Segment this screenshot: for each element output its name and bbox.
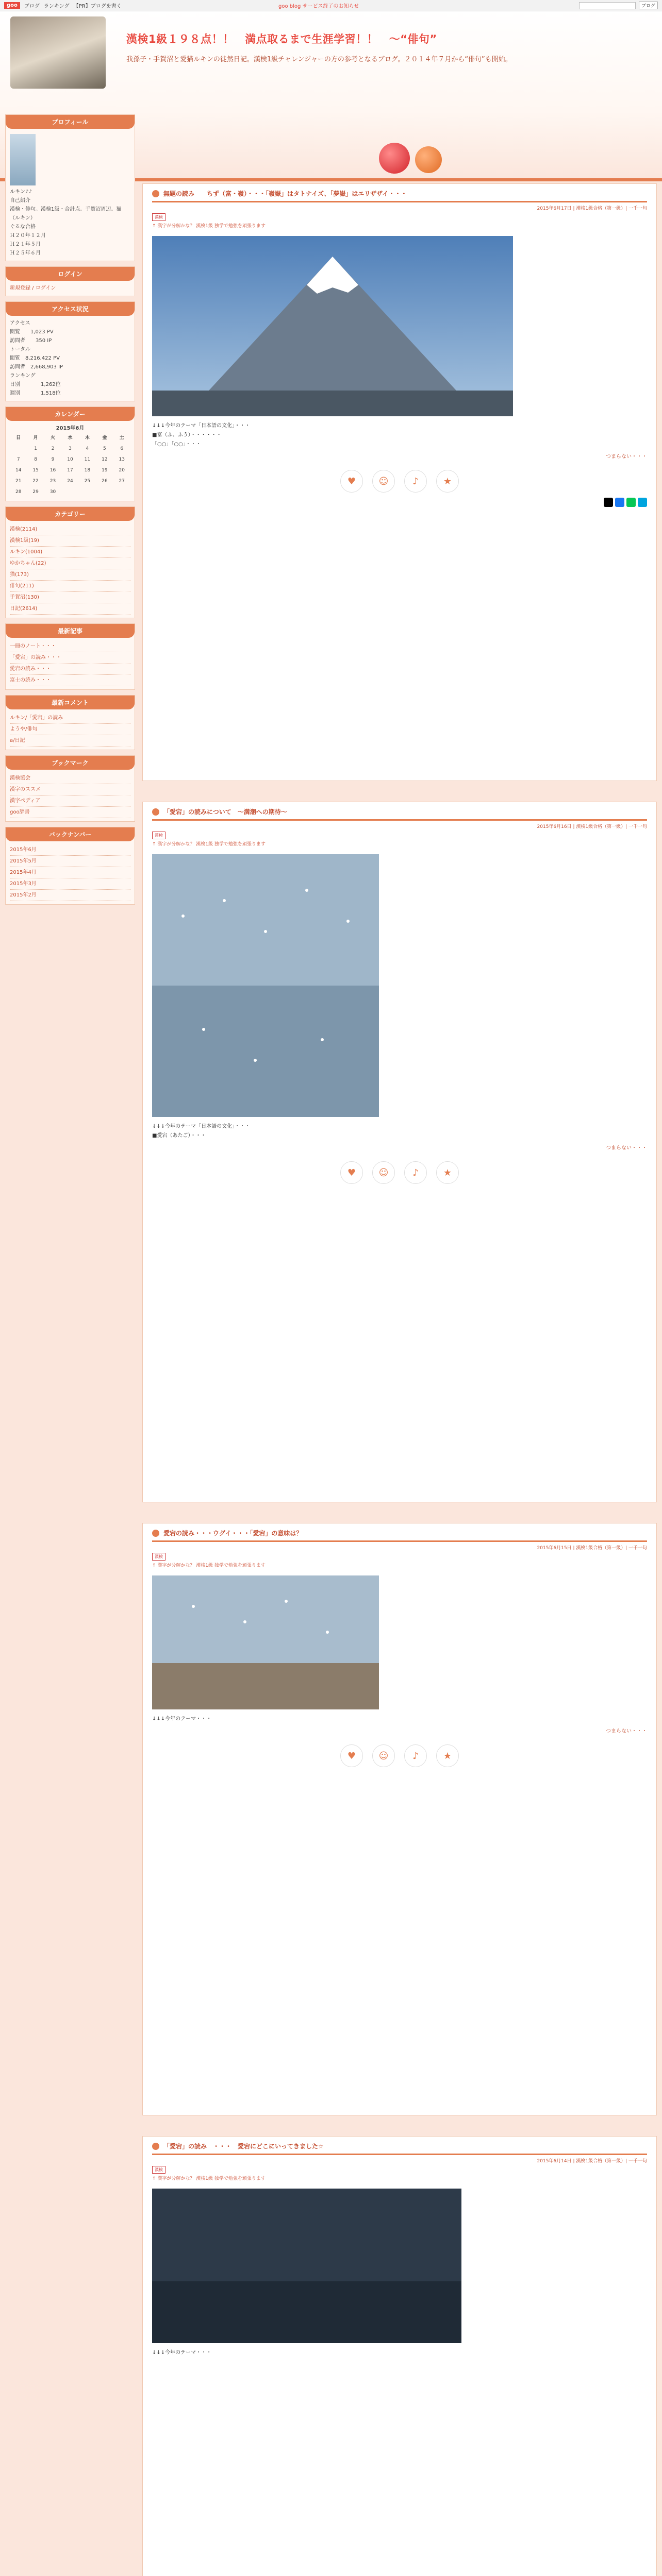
calendar-date[interactable]	[10, 444, 27, 454]
reaction-cat-icon[interactable]: ♪	[404, 1744, 427, 1767]
calendar-date[interactable]: 7	[16, 457, 20, 462]
post-date: 2015年6月15日 | 漢検1級合格（第一級）| 一千一句	[537, 1546, 647, 1551]
calendar-date[interactable]: 26	[102, 479, 108, 484]
calendar-month: 2015年6月	[56, 426, 85, 431]
calendar-title: カレンダー	[6, 407, 135, 421]
calendar-date[interactable]: 20	[119, 468, 125, 473]
calendar-date[interactable]: 10	[67, 457, 73, 462]
calendar-date[interactable]: 27	[119, 479, 125, 484]
access-title: アクセス状況	[6, 302, 135, 316]
recent-item[interactable]: 愛宕の読み・・・	[10, 664, 130, 675]
facebook-share-icon[interactable]	[615, 498, 624, 507]
bookmark-item[interactable]: 漢検協会	[10, 773, 130, 784]
archive-item[interactable]: 2015年5月	[10, 856, 130, 867]
bookmark-item[interactable]: 漢字のススメ	[10, 784, 130, 795]
recent-posts-widget	[5, 623, 135, 690]
topbar-link-write[interactable]: 【PR】ブログを書く	[73, 4, 122, 9]
profile-line: Ｈ２０年１２月	[10, 233, 46, 239]
blog-post	[142, 1523, 657, 2115]
post-paragraph: 「○○」「○○」・・・	[152, 442, 201, 447]
blog-post	[142, 183, 657, 781]
category-item[interactable]: ルキン(1004)	[10, 547, 130, 558]
calendar-date[interactable]: 6	[120, 446, 124, 451]
search-button[interactable]: ブログ	[639, 2, 658, 9]
bookmarks-widget	[5, 755, 135, 822]
calendar-date[interactable]	[79, 487, 96, 498]
archive-item[interactable]: 2015年2月	[10, 890, 130, 901]
sidebar	[5, 114, 135, 2553]
calendar-date[interactable]: 17	[67, 468, 73, 473]
post-title[interactable]: 無題の読み ちず（富・嶺）・・・「嶺嶽」はタトナイズ、「夢嶽」はエリザザイ・・・	[163, 190, 407, 197]
calendar-date[interactable]: 4	[86, 446, 89, 451]
seagulls-photo	[152, 854, 379, 1117]
comments-widget	[5, 695, 135, 750]
calendar-day: 日	[16, 435, 21, 440]
calendar-day: 月	[33, 435, 38, 440]
calendar-date[interactable]: 29	[32, 489, 39, 495]
profile-line: 漢検・俳句。漢検1級・合計点。手賀沼周辺。猫（ルキン）	[10, 207, 122, 221]
post-title[interactable]: 「愛宕」の読み ・・・ 愛宕にどこにいってきました☆	[163, 2143, 324, 2150]
profile-line: Ｈ２１年５月	[10, 242, 41, 247]
blog-badge[interactable]: 漢検	[152, 832, 166, 839]
login-title: ログイン	[6, 267, 135, 281]
profile-caption[interactable]: ルキン♪♪	[10, 189, 32, 195]
reaction-cat-icon[interactable]: ♪	[404, 1161, 427, 1184]
category-item[interactable]: 手賀沼(130)	[10, 592, 130, 603]
access-row: アクセス	[10, 320, 30, 326]
header-cat-image	[10, 16, 106, 89]
lake-photo	[152, 2189, 461, 2343]
post-body	[152, 1715, 647, 1723]
paw-icon	[152, 2143, 159, 2150]
calendar-date[interactable]: 14	[15, 468, 22, 473]
reaction-cat-icon[interactable]: ♥	[340, 1161, 363, 1184]
access-row: トータル	[10, 347, 30, 352]
archive-item[interactable]: 2015年3月	[10, 878, 130, 890]
access-widget	[5, 301, 135, 401]
calendar-date[interactable]: 28	[15, 489, 22, 495]
calendar-date[interactable]: 8	[34, 457, 37, 462]
paw-icon	[152, 190, 159, 197]
post-paragraph: ↓↓↓今年のテーマ「日本語の文化」・・・	[152, 1124, 251, 1129]
access-row: 訪問者 2,668,903 IP	[10, 364, 63, 370]
profile-title: プロフィール	[6, 115, 135, 129]
blog-post	[142, 2136, 657, 2576]
post-date: 2015年6月16日 | 漢検1級合格（第一級）| 一千一句	[537, 824, 647, 829]
reaction-cat-icon[interactable]: ☺	[372, 1161, 395, 1184]
calendar-date[interactable]: 12	[102, 457, 108, 462]
profile-line: Ｈ２５年６月	[10, 250, 41, 256]
access-row: 日別 1,262位	[10, 382, 61, 387]
blog-post	[142, 802, 657, 1502]
line-share-icon[interactable]	[626, 498, 636, 507]
top-bar	[0, 0, 662, 11]
post-title[interactable]: 「愛宕」の読みについて ～満潮への期待～	[163, 808, 287, 816]
calendar-date[interactable]: 25	[84, 479, 91, 484]
calendar-date[interactable]: 3	[69, 446, 72, 451]
reaction-cat-icon[interactable]: ♪	[404, 470, 427, 493]
calendar-date[interactable]: 5	[103, 446, 106, 451]
category-item[interactable]: 日記(2614)	[10, 603, 130, 615]
bookmark-item[interactable]: 漢字ぺディア	[10, 795, 130, 807]
reaction-cat-icon[interactable]: ☺	[372, 470, 395, 493]
comment-item[interactable]: ようや/俳句	[10, 724, 130, 735]
calendar-date[interactable]	[61, 487, 78, 498]
reaction-cat-icon[interactable]: ♥	[340, 1744, 363, 1767]
calendar-table	[10, 433, 130, 498]
read-more-link[interactable]: つまらない・・・	[606, 454, 647, 460]
category-item[interactable]: 俳句(211)	[10, 581, 130, 592]
login-widget	[5, 266, 135, 296]
paw-icon	[152, 1530, 159, 1537]
calendar-date[interactable]: 1	[34, 446, 37, 451]
blog-badge[interactable]: 漢検	[152, 1553, 166, 1561]
service-notice[interactable]: goo blog サービス終了のお知らせ	[278, 4, 359, 9]
yarn-ball-icon	[415, 146, 442, 173]
mount-fuji-photo	[152, 236, 513, 416]
calendar-day: 土	[119, 435, 124, 440]
topbar-link-ranking[interactable]: ランキング	[43, 4, 70, 9]
blog-badge[interactable]: 漢検	[152, 2166, 166, 2174]
access-row: ランキング	[10, 373, 36, 379]
archives-title: バックナンバー	[6, 827, 135, 841]
post-meta[interactable]: ↑ 漢字が分解かな？ 漢検1級 独学で勉強を頑張ります	[152, 1563, 266, 1568]
category-item[interactable]: 漢検1級(19)	[10, 535, 130, 547]
post-list	[142, 181, 657, 2576]
post-meta[interactable]: ↑ 漢字が分解かな？ 漢検1級 独学で勉強を頑張ります	[152, 2176, 266, 2181]
calendar-day: 水	[68, 435, 73, 440]
post-meta[interactable]: ↑ 漢字が分解かな？ 漢検1級 独学で勉強を頑張ります	[152, 224, 266, 229]
blog-title[interactable]: 漢検1級１９８点！！ 満点取るまで生涯学習！！ ～“俳句”	[126, 33, 437, 45]
profile-line: ぐるな合格	[10, 224, 36, 230]
archive-item[interactable]: 2015年6月	[10, 844, 130, 856]
post-paragraph: ↓↓↓今年のテーマ・・・	[152, 2350, 212, 2355]
calendar-date[interactable]	[96, 487, 113, 498]
post-paragraph: ↓↓↓今年のテーマ「日本語の文化」・・・	[152, 423, 251, 429]
calendar-date[interactable]: 22	[32, 479, 39, 484]
access-row: 週別 1,518位	[10, 391, 61, 396]
reaction-cat-icon[interactable]: ♥	[340, 470, 363, 493]
profile-image[interactable]	[10, 134, 36, 185]
blog-subtitle: 我孫子・手賀沼と愛猫ルキンの徒然日記。漢検1級チャレンジャーの方の参考となるブログ。２０１４年７月から“俳句”も開始。	[126, 56, 512, 63]
post-meta[interactable]: ↑ 漢字が分解かな？ 漢検1級 独学で勉強を頑張ります	[152, 842, 266, 847]
recent-item[interactable]: 富士の読み・・・	[10, 675, 130, 686]
yarn-ball-icon	[379, 143, 410, 174]
bookmark-item[interactable]: goo辞書	[10, 807, 130, 818]
access-row: 閲覧 8,216,422 PV	[10, 355, 60, 361]
bookmarks-title: ブックマーク	[6, 756, 135, 770]
post-body	[152, 422, 647, 449]
categories-widget	[5, 506, 135, 618]
topbar-link-blog[interactable]: ブログ	[24, 4, 40, 9]
post-title[interactable]: 愛宕の読み・・・ウグイ・・・「愛宕」の意味は？	[163, 1530, 303, 1537]
calendar-date[interactable]: 11	[84, 457, 91, 462]
post-date: 2015年6月17日 | 漢検1級合格（第一級）| 一千一句	[537, 206, 647, 211]
calendar-date[interactable]: 19	[102, 468, 108, 473]
post-paragraph: ■愛宕（あたご）・・・	[152, 1133, 206, 1139]
post-paragraph: ■富（ふ、ふう）・・・・・・	[152, 432, 222, 438]
calendar-date[interactable]: 9	[51, 457, 55, 462]
search-input[interactable]	[579, 2, 636, 9]
calendar-date[interactable]: 16	[49, 468, 56, 473]
post-body	[152, 1123, 647, 1140]
recent-title: 最新記事	[6, 624, 135, 638]
access-row: 訪問者 350 IP	[10, 338, 52, 344]
calendar-date[interactable]: 18	[84, 468, 91, 473]
calendar-date[interactable]: 24	[67, 479, 73, 484]
recent-item[interactable]: 一冊のノート・・・	[10, 641, 130, 652]
birds-on-shore-photo	[152, 1575, 379, 1709]
category-item[interactable]: ゆかちゃん(22)	[10, 558, 130, 569]
reaction-cat-icon[interactable]: ★	[436, 1744, 459, 1767]
paw-icon	[152, 808, 159, 816]
hatena-share-icon[interactable]	[638, 498, 647, 507]
reaction-cat-icon[interactable]: ☺	[372, 1744, 395, 1767]
post-paragraph: ↓↓↓今年のテーマ・・・	[152, 1716, 212, 1722]
archives-widget	[5, 827, 135, 905]
login-link[interactable]: 新規登録 / ログイン	[10, 285, 56, 291]
read-more-link[interactable]: つまらない・・・	[606, 1728, 647, 1734]
calendar-date[interactable]: 30	[49, 489, 56, 495]
comment-item[interactable]: a/日記	[10, 735, 130, 747]
post-body	[152, 2349, 647, 2357]
read-more-link[interactable]: つまらない・・・	[606, 1145, 647, 1151]
calendar-widget	[5, 406, 135, 501]
goo-logo[interactable]: goo	[4, 2, 20, 9]
post-date: 2015年6月14日 | 漢検1級合格（第一級）| 一千一句	[537, 2159, 647, 2164]
comments-title: 最新コメント	[6, 696, 135, 709]
profile-line: 自己紹介	[10, 198, 30, 204]
calendar-date[interactable]: 2	[51, 446, 55, 451]
access-row: 閲覧 1,023 PV	[10, 329, 54, 335]
calendar-day: 火	[51, 435, 56, 440]
x-share-icon[interactable]	[604, 498, 613, 507]
archive-item[interactable]: 2015年4月	[10, 867, 130, 878]
calendar-date[interactable]: 21	[15, 479, 22, 484]
blog-badge[interactable]: 漢検	[152, 213, 166, 221]
calendar-day: 金	[102, 435, 107, 440]
calendar-date[interactable]: 23	[49, 479, 56, 484]
calendar-date[interactable]: 13	[119, 457, 125, 462]
calendar-day: 木	[85, 435, 90, 440]
reaction-cat-icon[interactable]: ★	[436, 1161, 459, 1184]
calendar-date[interactable]	[113, 487, 130, 498]
calendar-date[interactable]: 15	[32, 468, 39, 473]
category-item[interactable]: 猫(173)	[10, 569, 130, 581]
categories-title: カテゴリー	[6, 507, 135, 521]
profile-widget	[5, 114, 135, 261]
comment-item[interactable]: ルキン/「愛宕」の読み	[10, 713, 130, 724]
category-item[interactable]: 漢検(2114)	[10, 524, 130, 535]
recent-item[interactable]: 「愛宕」の読み・・・	[10, 652, 130, 664]
reaction-cat-icon[interactable]: ★	[436, 470, 459, 493]
